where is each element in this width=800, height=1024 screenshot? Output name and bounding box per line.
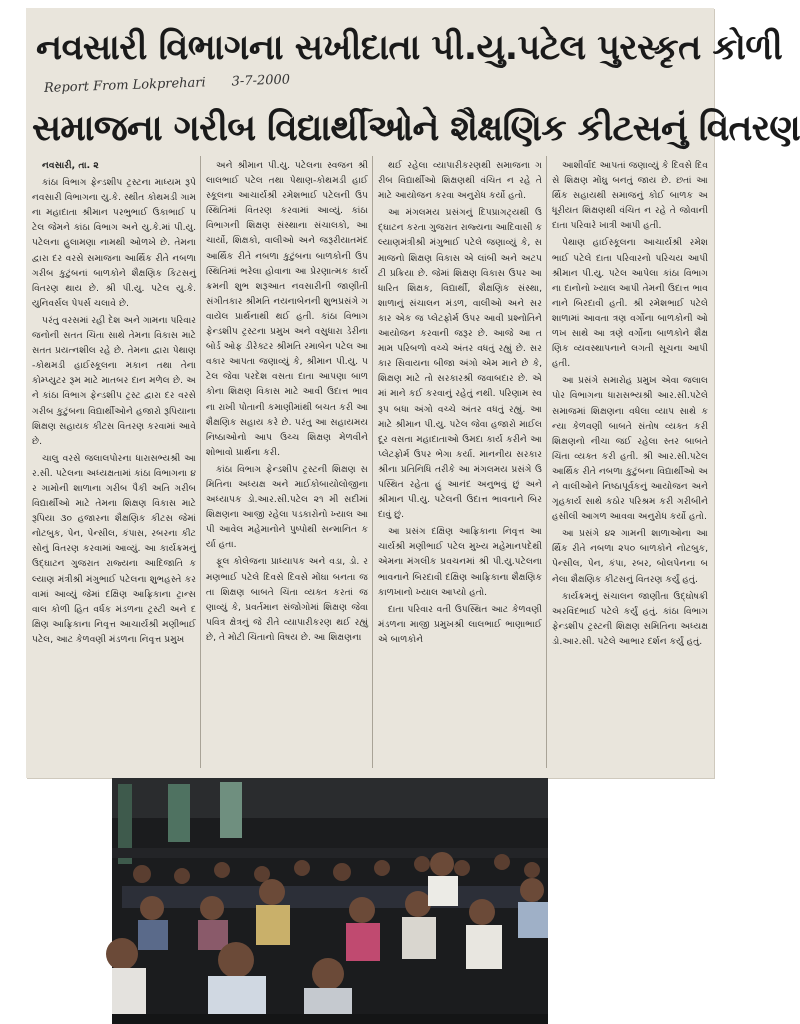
newspaper-clipping bbox=[26, 8, 800, 778]
paragraph: ચાલુ વરસે જલાલપોરના ધારાસભ્યશ્રી આર.સી. પટેલના અધ્યક્ષતામાં કાંઠા વિભાગના ૪ર ગામોની શાળાના ગરીબ પૈકી અતિ ગરીબ વિદ્યાર્થીઓ માટે તેમના શિક્ષણ વિકાસ માટે રૂપિયા ૩૦ હજારના શૈક્ષણિક કીટસ જેમાં નોટબુક, પેન, પેન્સીલ, કંપાસ, રબરના કીટસોનું વિતરણ કરવામાં આવ્યું. આ કાર્યક્રમનું ઉદ્ઘાટન ગુજરાત રાજ્યના આદિજાતિ કલ્યાણ મંત્રીશ્રી મંગુભાઈ પટેલના શુભહસ્તે કરવામાં આવ્યું જેમાં દક્ષિણ આફ્રિકાના ટ્રાન્સવાલ કોળી હિત વર્ધક મંડળના ટ્રસ્ટી અને દક્ષિણ આફ્રિકાના નિવૃત્ત આચાર્યશ્રી મણીભાઈ પટેલ, આટ કેળવણી મંડળના નિવૃત્ત પ્રમુખ bbox=[32, 452, 196, 645]
headline-line-1: નવસારી વિભાગના સખીદાતા પી.યુ.પટેલ પુરસ્કૃત કોળી bbox=[36, 28, 783, 68]
headline-line-2: સમાજના ગરીબ વિદ્યાર્થીઓને શૈક્ષણિક કીટસનું વિતરણ bbox=[32, 108, 800, 149]
paragraph: પરંતુ વરસમાં રહી દેશ અને ગામના પરિવારજનોની સતત ચિંતા સાથે તેમના વિકાસ માટે સતત પ્રયત્નશીલ રહે છે. તેમના દ્વારા પેથાણ-કોથમડી હાઈસ્કૂલના મકાન તથા તેના કોમ્પ્યુટર રૂમ માટે માતબર દાન મળેલ છે. અને કાંઠા વિભાગ ફેન્ડશીપ ટ્રસ્ટ દ્વારા દર વરસે ગરીબ કુટુંબના વિદ્યાર્થીઓને હજારો રૂપિયાના શિક્ષણ સહાયક કીટસ વિતરણ કરવામાં આવે છે. bbox=[32, 314, 196, 447]
column-divider bbox=[546, 156, 547, 768]
article-column-1 bbox=[32, 158, 196, 770]
article-column-4 bbox=[552, 158, 708, 770]
paragraph: કાંઠા વિભાગ ફેન્ડશીપ ટ્રસ્ટના માધ્યમ રૂપે નવસારી વિભાગના યુ.કે. સ્થીત કોથમડી ગામના મહાદાતા શ્રીમાન પરભુભાઈ ઉકાભાઈ પટેલ જેમને કાંઠા વિભાગ અને યુ.કે.માં પી.યુ. પટેલના હુલામણા નામથી ઓળખે છે. તેમના દ્વારા દર વરસે સમાજના આર્થિક રીતે નબળા ગરીબ કુટુંબનાં બાળકોને શૈક્ષણિક કિટસનું વિતરણ થાય છે. શ્રી પી.યુ. પટેલ યુ.કે. યુનિવર્સલ પેપર્સ ચલાવે છે. bbox=[32, 177, 196, 309]
event-audience-photo bbox=[112, 778, 548, 1024]
paragraph: આ પ્રસંગે ૪૨ ગામની શાળાઓના આર્થિક રીતે નબળા ૨૫૦ બાળકોને નોટબુક, પેન્સીલ, પેન, કંપા, રબર, બોલપેનના બનેલા શૈક્ષણિક કીટસનું વિતરણ કર્યું હતું. bbox=[552, 528, 708, 585]
paragraph: આ મંગલમય પ્રસંગનું દિપપ્રાગટ્યથી ઉદ્ઘાટન કરતા ગુજરાત રાજ્યના આદિવાસી કલ્યાણમંત્રીશ્રી મંગુભાઈ પટેલે જણાવ્યું કે, સમાજનો શિક્ષણ વિકાસ એ લાંબી અને અટપટી પ્રક્રિયા છે. જેમાં શિક્ષણ વિકાસ ઉપર આધારિત શિક્ષક, વિદ્યાર્થી, શૈક્ષણિક સંસ્થા, શાળાનું સંચાલન મંડળ, વાલીઓ અને સરકાર એક જ પ્લેટફોર્મ ઉપર આવી પ્રશ્નોતિને આયોજન કરવાની જરૂર છે. આજે આ તમામ પરિબળો વચ્ચે અંતર વધતું રહ્યું છે. સરકાર સિવાયના બીજા અંગો એમ માને છે કે, શિક્ષણ માટે તો સરકારશ્રી જવાબદાર છે. એમાં માને કઈ કરવાનું રહેતું નથી. પરિણામ સ્વરૂપ બધા અંગો વચ્ચે અંતર વધતું રહ્યું. આ માટે શ્રીમાન પી.યુ. પટેલ જેવા હજારો માઈલ દૂર વસતા મહાદાતાઓ ઉમદા કાર્ય કરીને આ પ્લેટફોર્મ ઉપર ભેગા કર્યા. માનનીય સરકારશ્રીના પ્રતિનિધિ તરીકે આ મંગલમય પ્રસંગે ઉપસ્થિત રહેતા હું આનંદ અનુભવું છું અને શ્રીમાન પી.યુ. પટેલની ઉદાત્ત ભાવનાને બિરદાવું છું. bbox=[378, 207, 542, 521]
paragraph: અને શ્રીમાન પી.યુ. પટેલના સ્વજન શ્રી લાલભાઈ પટેલ તથા પેથાણ-કોથમડી હાઈસ્કૂલના આચાર્યશ્રી રમેશભાઈ પટેલની ઉપસ્થિતિમાં વિતરણ કરવામાં આવ્યું. કાંઠા વિભાગની શિક્ષણ સંસ્થાના સંચાલકો, આચાર્યો, શિક્ષકો, વાલીઓ અને જરૂરીયાતમંદ આર્થિક રીતે નબળા કુટુંબના બાળકોની ઉપસ્થિતિમાં ભરેલા હોવાના આ પ્રેરણાત્મક કાર્યક્રમની શુભ શરૂઆત નવસારીની જાણીતી સંગીતકાર શ્રીમતિ નયનાબેનની શુભપ્રસંગે ગવાયેલ પ્રાર્થનાથી થઈ હતી. કાંઠા વિભાગ ફેન્ડશીપ ટ્રસ્ટના પ્રમુખ અને વસુધારા ડેરીના બોર્ડ ઓફ ડીરેક્ટર શ્રીમતિ રમાબેન પટેલ આવકાર આપતા જણાવ્યું કે, શ્રીમાન પી.યુ. પટેલ જેવા પરદેશ વસતા દાતા આપણા બાળકોના શિક્ષણ વિકાસ માટે આવી ઉદાત્ત ભાવના રાખી પોતાની કમાણીમાંથી બચત કરી આ શૈક્ષણિક સહાય કરે છે. પરંતુ આ સહાયમય નિષ્ઠાઓનો આપ ઉચ્ચ શિક્ષણ મેળવીને શોભાવો પ્રાર્થના કરી. bbox=[206, 160, 368, 458]
column-divider bbox=[372, 156, 373, 768]
paragraph: પેથાણ હાઈસ્કૂલના આચાર્યશ્રી રમેશભાઈ પટેલે દાતા પરિવારનો પરિચય આપી શ્રીમાન પી.યુ. પટેલ આપેલા કાંઠા વિભાગના દાનોનો ખ્યાલ આપી તેમની ઉદાત્ત ભાવનાને બિરદાવી હતી. શ્રી રમેશભાઈ પટેલે શાળામાં આવતા ત્રણ વર્ગોના બાળકોની ઓળખ સાથે આ ત્રણે વર્ગોના બાળકોને શૈક્ષણિક વ્યવસ્થાપનાને લગતી સૂચના આપી હતી. bbox=[552, 237, 708, 370]
paragraph: થઈ રહેલા વ્યાપારીકરણથી સમાજના ગરીબ વિદ્યાર્થીઓ શિક્ષણથી વંચિત ન રહે તે માટે આયોજન કરવા અનુરોધ કર્યો હતો. bbox=[378, 160, 542, 202]
paragraph: કાંઠા વિભાગ ફેન્ડશીપ ટ્રસ્ટની શિક્ષણ સમિતિના અધ્યક્ષ અને માઈકોબાયોલોજીના અધ્યાપક ડો.આર.સી.પટેલ ૨૧ મી સદીમાં શિક્ષણના આજી રહેલા પડકારોનો ખ્યાલ આપી આવેલ મહેમાનોને પુષ્પોથી સન્માનિત કર્યા હતા. bbox=[206, 463, 368, 551]
paragraph: આ પ્રસંગ દક્ષિણ આફ્રિકાના નિવૃત્ત આચાર્યશ્રી મણીભાઈ પટેલ મુખ્ય મહેમાનપદેથી એમના મંગલીક પ્રવચનમાં શ્રી પી.યુ.પટેલના ભાવનાને બિરદાવી દક્ષિણ આફ્રિકાના શૈક્ષણિક કાળખાનો ખ્યાલ આપ્યો હતો. bbox=[378, 526, 542, 598]
paragraph: આ પ્રસંગે સમારોહ પ્રમુખ એવા જલાલપોર વિભાગના ધારાસભ્યશ્રી આર.સી.પટેલે સમાજમાં શિક્ષણના વધેલા વ્યાપ સાથે કન્યા કેળવણી બાબતે સંતોષ વ્યક્ત કરી શિક્ષણનો નીચા જઈ રહેલા સ્તર બાબતે ચિંતા વ્યક્ત કરી હતી. શ્રી આર.સી.પટેલ આર્થિક રીતે નબળા કુટુંબના વિદ્યાર્થીઓ અને વાલીઓને નિષ્ઠાપૂર્વકનું આયોજન અને ગૃહકાર્ય સાથે કઠોર પરિશ્રમ કરી ગરીબીને હસીલી આગળ આવવા અનુરોધ કર્યો હતો. bbox=[552, 375, 708, 523]
article-column-2 bbox=[206, 158, 368, 770]
article-column-3 bbox=[378, 158, 542, 770]
column-divider bbox=[200, 156, 201, 768]
paragraph: કાર્યક્રમનું સંચાલન જાણીતા ઉદ્ઘોષક્રી અરવિંદભાઈ પટેલે કર્યું હતું. કાંઠા વિભાગ ફેન્ડશીપ ટ્રસ્ટની શિક્ષણ સમિતિના અધ્યક્ષ ડો.આર.સી. પટેલે આભાર દર્શન કર્યું હતું. bbox=[552, 590, 708, 647]
source-note-date: 3-7-2000 bbox=[231, 72, 291, 90]
source-note-label: Report From Lokprehari bbox=[43, 75, 206, 96]
paragraph: દાતા પરિવાર વતી ઉપસ્થિત આટ કેળવણી મંડળના માજી પ્રમુખશ્રી લાલભાઈ ભાણાભાઈએ બાળકોને bbox=[378, 603, 542, 645]
dateline: નવસારી, તા. ૨ bbox=[42, 160, 99, 171]
audience-photo-illustration bbox=[112, 778, 548, 1024]
paragraph: આશીર્વાદ આપતાં જણાવ્યું કે દિવસે દિવસે શિક્ષણ મોંઘુ બનતું જાય છે. છતાં આર્થિક સહાયથી સમાજનું કોઈ બાળક અધૂરીયત શિક્ષણથી વંચિત ન રહે તે જોવાની દાતા પરિવારે ખાત્રી આપી હતી. bbox=[552, 160, 708, 232]
paragraph: ફૂલ કોલેજના પ્રાધ્યાપક અને વડા, ડો. રમણભાઈ પટેલે દિવસે દિવસે મોંઘા બનતા જતા શિક્ષણ બાબતે ચિંતા વ્યક્ત કરતાં જણાવ્યું કે, પ્રવર્તમાન સંજોગોમાં શિક્ષણ જેવા પવિત્ર ક્ષેત્રનું જે રીતે વ્યાપારીકરણ થઈ રહ્યું છે, તે મોટી ચિંતાનો વિષય છે. આ શિક્ષણના bbox=[206, 556, 368, 643]
